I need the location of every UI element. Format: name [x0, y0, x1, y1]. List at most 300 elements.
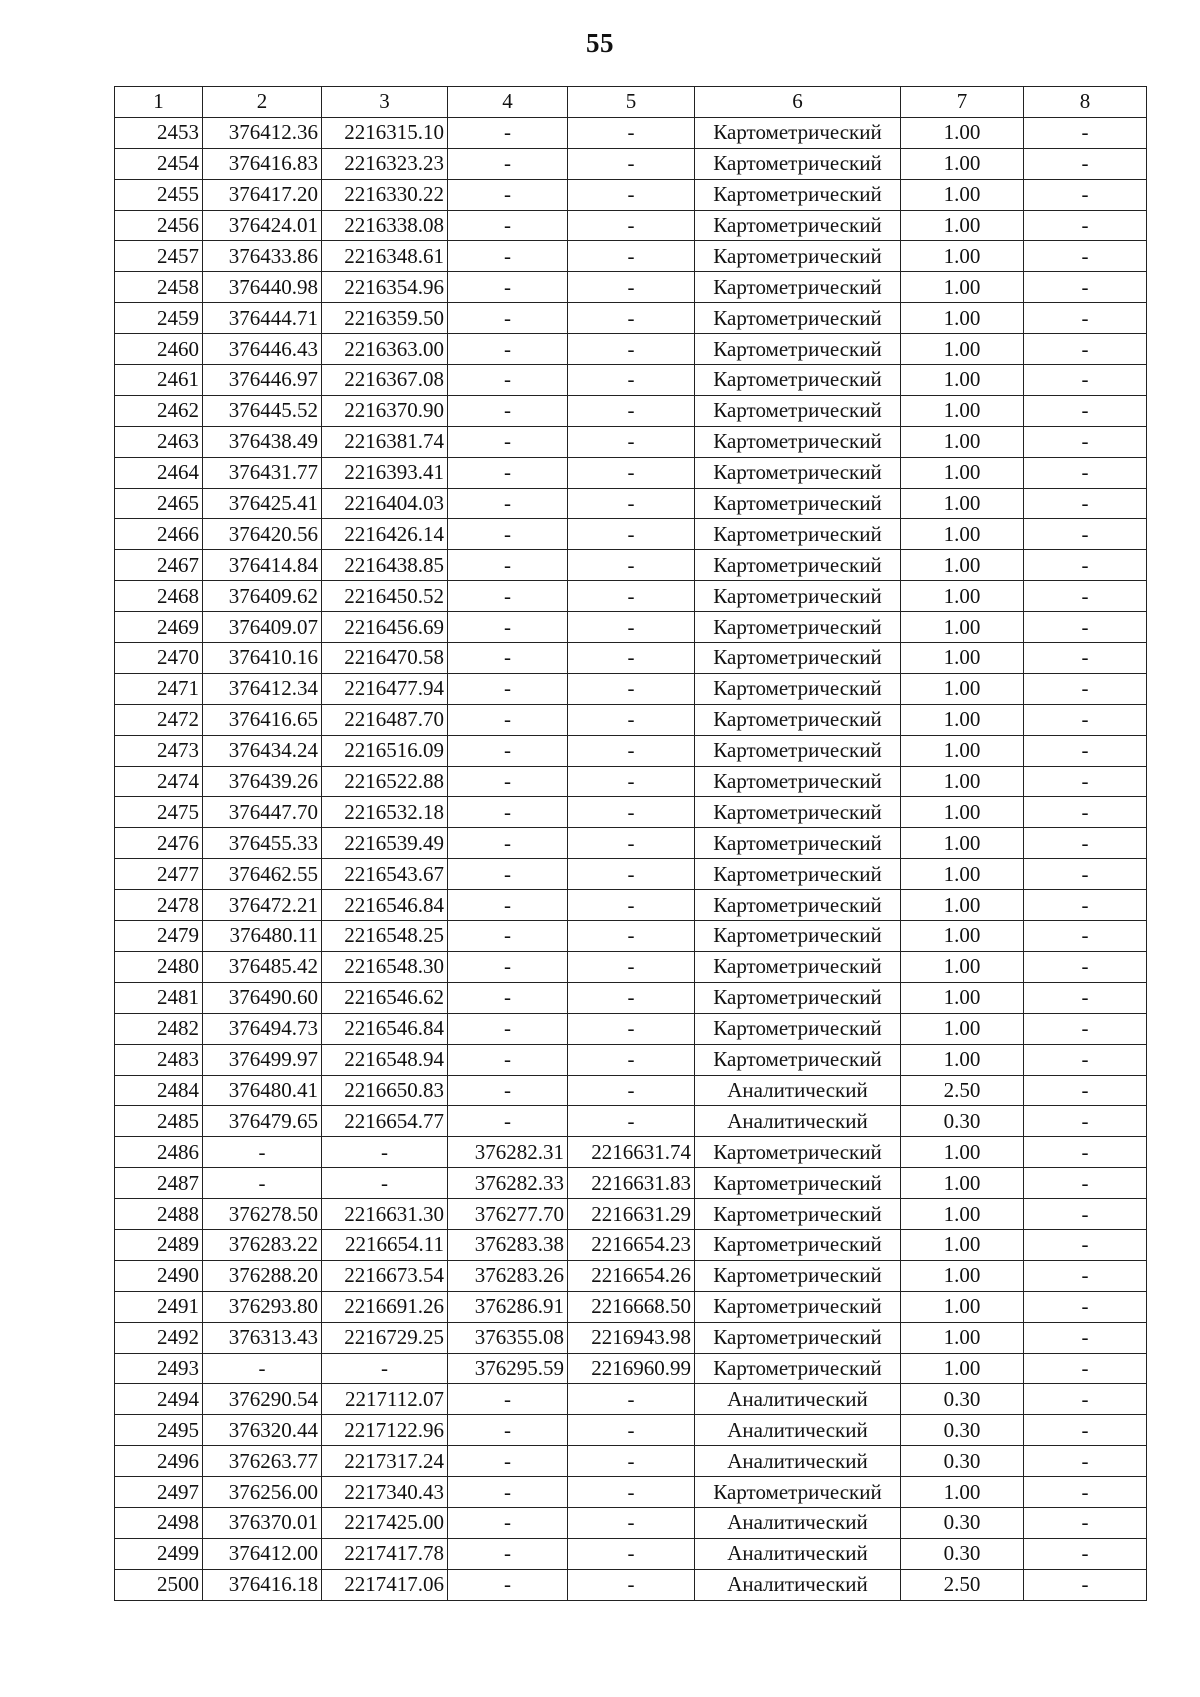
accuracy-cell: 1.00 [901, 1229, 1024, 1260]
x-coordinate-alt-cell: - [448, 982, 568, 1013]
y-coordinate-alt-cell: - [568, 272, 695, 303]
note-cell: - [1024, 1415, 1147, 1446]
accuracy-cell: 1.00 [901, 951, 1024, 982]
column-header: 2 [203, 87, 322, 118]
accuracy-cell: 1.00 [901, 1322, 1024, 1353]
y-coordinate-alt-cell: 2216943.98 [568, 1322, 695, 1353]
x-coordinate-cell: 376499.97 [203, 1044, 322, 1075]
method-cell: Аналитический [695, 1075, 901, 1106]
x-coordinate-cell: - [203, 1353, 322, 1384]
x-coordinate-alt-cell: - [448, 859, 568, 890]
point-number-cell: 2471 [115, 673, 203, 704]
note-cell: - [1024, 766, 1147, 797]
method-cell: Картометрический [695, 426, 901, 457]
table-row [115, 735, 1147, 766]
table-row [115, 1569, 1147, 1600]
table-row [115, 117, 1147, 148]
note-cell: - [1024, 426, 1147, 457]
x-coordinate-cell: 376414.84 [203, 550, 322, 581]
point-number-cell: 2479 [115, 921, 203, 952]
table-row [115, 550, 1147, 581]
table-row [115, 303, 1147, 334]
column-header: 6 [695, 87, 901, 118]
y-coordinate-alt-cell: - [568, 766, 695, 797]
accuracy-cell: 1.00 [901, 117, 1024, 148]
note-cell: - [1024, 581, 1147, 612]
table-header-row [115, 87, 1147, 118]
x-coordinate-alt-cell: - [448, 241, 568, 272]
point-number-cell: 2494 [115, 1384, 203, 1415]
y-coordinate-alt-cell: 2216668.50 [568, 1291, 695, 1322]
method-cell: Картометрический [695, 1199, 901, 1230]
accuracy-cell: 1.00 [901, 890, 1024, 921]
column-header: 3 [322, 87, 448, 118]
x-coordinate-alt-cell: - [448, 643, 568, 674]
x-coordinate-cell: 376412.00 [203, 1538, 322, 1569]
note-cell: - [1024, 828, 1147, 859]
y-coordinate-cell: 2216367.08 [322, 365, 448, 396]
accuracy-cell: 1.00 [901, 272, 1024, 303]
y-coordinate-alt-cell: 2216631.83 [568, 1168, 695, 1199]
y-coordinate-alt-cell: - [568, 241, 695, 272]
coordinates-table [114, 86, 1147, 1601]
y-coordinate-alt-cell: - [568, 890, 695, 921]
method-cell: Картометрический [695, 365, 901, 396]
x-coordinate-cell: 376462.55 [203, 859, 322, 890]
y-coordinate-cell: - [322, 1137, 448, 1168]
point-number-cell: 2493 [115, 1353, 203, 1384]
y-coordinate-alt-cell: - [568, 1538, 695, 1569]
y-coordinate-cell: 2216650.83 [322, 1075, 448, 1106]
note-cell: - [1024, 1569, 1147, 1600]
note-cell: - [1024, 1507, 1147, 1538]
point-number-cell: 2453 [115, 117, 203, 148]
x-coordinate-cell: 376410.16 [203, 643, 322, 674]
x-coordinate-alt-cell: 376277.70 [448, 1199, 568, 1230]
point-number-cell: 2486 [115, 1137, 203, 1168]
method-cell: Картометрический [695, 395, 901, 426]
y-coordinate-cell: 2216631.30 [322, 1199, 448, 1230]
table-row [115, 1229, 1147, 1260]
accuracy-cell: 1.00 [901, 828, 1024, 859]
y-coordinate-alt-cell: - [568, 921, 695, 952]
method-cell: Картометрический [695, 117, 901, 148]
table-row [115, 859, 1147, 890]
accuracy-cell: 1.00 [901, 1168, 1024, 1199]
point-number-cell: 2484 [115, 1075, 203, 1106]
x-coordinate-cell: 376431.77 [203, 457, 322, 488]
note-cell: - [1024, 859, 1147, 890]
y-coordinate-cell: 2217317.24 [322, 1446, 448, 1477]
accuracy-cell: 1.00 [901, 241, 1024, 272]
note-cell: - [1024, 1477, 1147, 1508]
y-coordinate-cell: 2216404.03 [322, 488, 448, 519]
table-row [115, 766, 1147, 797]
table-row [115, 1322, 1147, 1353]
accuracy-cell: 0.30 [901, 1106, 1024, 1137]
note-cell: - [1024, 365, 1147, 396]
x-coordinate-cell: 376320.44 [203, 1415, 322, 1446]
method-cell: Картометрический [695, 1322, 901, 1353]
table-row [115, 148, 1147, 179]
point-number-cell: 2478 [115, 890, 203, 921]
y-coordinate-alt-cell: - [568, 519, 695, 550]
x-coordinate-cell: 376455.33 [203, 828, 322, 859]
method-cell: Аналитический [695, 1569, 901, 1600]
y-coordinate-alt-cell: - [568, 1507, 695, 1538]
x-coordinate-alt-cell: - [448, 673, 568, 704]
x-coordinate-cell: 376440.98 [203, 272, 322, 303]
y-coordinate-alt-cell: - [568, 859, 695, 890]
y-coordinate-alt-cell: - [568, 1106, 695, 1137]
x-coordinate-alt-cell: - [448, 704, 568, 735]
x-coordinate-cell: 376412.36 [203, 117, 322, 148]
method-cell: Картометрический [695, 581, 901, 612]
y-coordinate-alt-cell: - [568, 426, 695, 457]
x-coordinate-cell: 376370.01 [203, 1507, 322, 1538]
point-number-cell: 2495 [115, 1415, 203, 1446]
x-coordinate-alt-cell: - [448, 1477, 568, 1508]
y-coordinate-cell: 2217417.06 [322, 1569, 448, 1600]
column-header: 7 [901, 87, 1024, 118]
y-coordinate-cell: 2216363.00 [322, 334, 448, 365]
note-cell: - [1024, 272, 1147, 303]
point-number-cell: 2489 [115, 1229, 203, 1260]
note-cell: - [1024, 241, 1147, 272]
point-number-cell: 2490 [115, 1260, 203, 1291]
table-row [115, 951, 1147, 982]
table-row [115, 179, 1147, 210]
table-row [115, 1106, 1147, 1137]
table-row [115, 612, 1147, 643]
y-coordinate-cell: 2216654.11 [322, 1229, 448, 1260]
accuracy-cell: 1.00 [901, 766, 1024, 797]
accuracy-cell: 0.30 [901, 1507, 1024, 1538]
note-cell: - [1024, 921, 1147, 952]
accuracy-cell: 1.00 [901, 395, 1024, 426]
point-number-cell: 2480 [115, 951, 203, 982]
method-cell: Картометрический [695, 457, 901, 488]
note-cell: - [1024, 735, 1147, 766]
method-cell: Картометрический [695, 921, 901, 952]
x-coordinate-alt-cell: 376283.38 [448, 1229, 568, 1260]
note-cell: - [1024, 1075, 1147, 1106]
x-coordinate-cell: 376424.01 [203, 210, 322, 241]
method-cell: Картометрический [695, 1353, 901, 1384]
accuracy-cell: 1.00 [901, 643, 1024, 674]
method-cell: Картометрический [695, 334, 901, 365]
accuracy-cell: 1.00 [901, 982, 1024, 1013]
note-cell: - [1024, 1260, 1147, 1291]
point-number-cell: 2470 [115, 643, 203, 674]
method-cell: Аналитический [695, 1538, 901, 1569]
method-cell: Картометрический [695, 519, 901, 550]
table-row [115, 1044, 1147, 1075]
x-coordinate-alt-cell: - [448, 1044, 568, 1075]
accuracy-cell: 1.00 [901, 735, 1024, 766]
method-cell: Картометрический [695, 951, 901, 982]
method-cell: Картометрический [695, 1260, 901, 1291]
method-cell: Картометрический [695, 704, 901, 735]
y-coordinate-cell: 2216450.52 [322, 581, 448, 612]
y-coordinate-alt-cell: 2216631.29 [568, 1199, 695, 1230]
y-coordinate-cell: 2217417.78 [322, 1538, 448, 1569]
x-coordinate-alt-cell: - [448, 797, 568, 828]
table-row [115, 365, 1147, 396]
x-coordinate-alt-cell: - [448, 921, 568, 952]
y-coordinate-cell: 2217340.43 [322, 1477, 448, 1508]
table-row [115, 1199, 1147, 1230]
y-coordinate-cell: 2216729.25 [322, 1322, 448, 1353]
y-coordinate-alt-cell: 2216654.23 [568, 1229, 695, 1260]
point-number-cell: 2492 [115, 1322, 203, 1353]
table-row [115, 1168, 1147, 1199]
point-number-cell: 2467 [115, 550, 203, 581]
x-coordinate-cell: 376313.43 [203, 1322, 322, 1353]
x-coordinate-cell: 376288.20 [203, 1260, 322, 1291]
y-coordinate-cell: 2216381.74 [322, 426, 448, 457]
x-coordinate-alt-cell: - [448, 1415, 568, 1446]
x-coordinate-alt-cell: 376283.26 [448, 1260, 568, 1291]
x-coordinate-cell: 376480.11 [203, 921, 322, 952]
method-cell: Картометрический [695, 488, 901, 519]
point-number-cell: 2458 [115, 272, 203, 303]
table-row [115, 643, 1147, 674]
x-coordinate-cell: 376472.21 [203, 890, 322, 921]
point-number-cell: 2491 [115, 1291, 203, 1322]
x-coordinate-cell: 376412.34 [203, 673, 322, 704]
point-number-cell: 2465 [115, 488, 203, 519]
point-number-cell: 2488 [115, 1199, 203, 1230]
x-coordinate-alt-cell: - [448, 365, 568, 396]
method-cell: Картометрический [695, 828, 901, 859]
x-coordinate-alt-cell: - [448, 457, 568, 488]
note-cell: - [1024, 704, 1147, 735]
column-header: 8 [1024, 87, 1147, 118]
method-cell: Картометрический [695, 1137, 901, 1168]
point-number-cell: 2456 [115, 210, 203, 241]
column-header: 1 [115, 87, 203, 118]
y-coordinate-cell: 2217122.96 [322, 1415, 448, 1446]
y-coordinate-alt-cell: - [568, 612, 695, 643]
point-number-cell: 2461 [115, 365, 203, 396]
x-coordinate-cell: 376416.83 [203, 148, 322, 179]
x-coordinate-alt-cell: - [448, 519, 568, 550]
method-cell: Картометрический [695, 303, 901, 334]
note-cell: - [1024, 519, 1147, 550]
table-row [115, 828, 1147, 859]
table-row [115, 1260, 1147, 1291]
y-coordinate-cell: 2216654.77 [322, 1106, 448, 1137]
y-coordinate-alt-cell: - [568, 1044, 695, 1075]
x-coordinate-alt-cell: - [448, 1384, 568, 1415]
y-coordinate-alt-cell: 2216631.74 [568, 1137, 695, 1168]
method-cell: Картометрический [695, 1477, 901, 1508]
y-coordinate-cell: 2216315.10 [322, 117, 448, 148]
x-coordinate-cell: 376438.49 [203, 426, 322, 457]
y-coordinate-alt-cell: - [568, 797, 695, 828]
accuracy-cell: 1.00 [901, 797, 1024, 828]
x-coordinate-cell: 376479.65 [203, 1106, 322, 1137]
x-coordinate-cell: 376278.50 [203, 1199, 322, 1230]
table-body [115, 117, 1147, 1600]
accuracy-cell: 1.00 [901, 859, 1024, 890]
x-coordinate-cell: 376433.86 [203, 241, 322, 272]
accuracy-cell: 0.30 [901, 1384, 1024, 1415]
x-coordinate-cell: 376409.62 [203, 581, 322, 612]
y-coordinate-alt-cell: - [568, 581, 695, 612]
point-number-cell: 2459 [115, 303, 203, 334]
accuracy-cell: 1.00 [901, 210, 1024, 241]
point-number-cell: 2499 [115, 1538, 203, 1569]
method-cell: Картометрический [695, 241, 901, 272]
note-cell: - [1024, 612, 1147, 643]
point-number-cell: 2464 [115, 457, 203, 488]
y-coordinate-cell: 2216359.50 [322, 303, 448, 334]
y-coordinate-alt-cell: 2216654.26 [568, 1260, 695, 1291]
method-cell: Картометрический [695, 982, 901, 1013]
y-coordinate-cell: 2216532.18 [322, 797, 448, 828]
y-coordinate-alt-cell: - [568, 673, 695, 704]
y-coordinate-alt-cell: - [568, 735, 695, 766]
y-coordinate-alt-cell: - [568, 951, 695, 982]
note-cell: - [1024, 797, 1147, 828]
method-cell: Картометрический [695, 272, 901, 303]
method-cell: Картометрический [695, 148, 901, 179]
y-coordinate-alt-cell: - [568, 982, 695, 1013]
note-cell: - [1024, 117, 1147, 148]
y-coordinate-cell: 2216323.23 [322, 148, 448, 179]
y-coordinate-alt-cell: - [568, 1415, 695, 1446]
point-number-cell: 2487 [115, 1168, 203, 1199]
method-cell: Картометрический [695, 179, 901, 210]
x-coordinate-cell: 376416.65 [203, 704, 322, 735]
x-coordinate-cell: 376494.73 [203, 1013, 322, 1044]
point-number-cell: 2500 [115, 1569, 203, 1600]
y-coordinate-alt-cell: - [568, 1013, 695, 1044]
note-cell: - [1024, 1322, 1147, 1353]
x-coordinate-cell: 376263.77 [203, 1446, 322, 1477]
accuracy-cell: 1.00 [901, 1199, 1024, 1230]
page-number: 55 [586, 28, 614, 58]
x-coordinate-cell: 376480.41 [203, 1075, 322, 1106]
table-row [115, 921, 1147, 952]
accuracy-cell: 0.30 [901, 1415, 1024, 1446]
point-number-cell: 2477 [115, 859, 203, 890]
y-coordinate-cell: 2216548.25 [322, 921, 448, 952]
table-row [115, 488, 1147, 519]
point-number-cell: 2496 [115, 1446, 203, 1477]
method-cell: Аналитический [695, 1384, 901, 1415]
x-coordinate-alt-cell: - [448, 1446, 568, 1477]
accuracy-cell: 1.00 [901, 148, 1024, 179]
point-number-cell: 2497 [115, 1477, 203, 1508]
table-row [115, 1353, 1147, 1384]
x-coordinate-alt-cell: - [448, 581, 568, 612]
method-cell: Картометрический [695, 612, 901, 643]
y-coordinate-cell: 2216548.30 [322, 951, 448, 982]
method-cell: Картометрический [695, 550, 901, 581]
note-cell: - [1024, 1137, 1147, 1168]
method-cell: Картометрический [695, 1168, 901, 1199]
accuracy-cell: 1.00 [901, 1477, 1024, 1508]
x-coordinate-alt-cell: 376295.59 [448, 1353, 568, 1384]
x-coordinate-cell: 376444.71 [203, 303, 322, 334]
table-row [115, 1507, 1147, 1538]
x-coordinate-cell: 376485.42 [203, 951, 322, 982]
point-number-cell: 2485 [115, 1106, 203, 1137]
point-number-cell: 2468 [115, 581, 203, 612]
accuracy-cell: 2.50 [901, 1569, 1024, 1600]
column-header: 4 [448, 87, 568, 118]
method-cell: Аналитический [695, 1106, 901, 1137]
table-row [115, 982, 1147, 1013]
method-cell: Картометрический [695, 1291, 901, 1322]
y-coordinate-alt-cell: - [568, 1446, 695, 1477]
y-coordinate-cell: - [322, 1353, 448, 1384]
y-coordinate-alt-cell: - [568, 550, 695, 581]
note-cell: - [1024, 395, 1147, 426]
table-row [115, 272, 1147, 303]
x-coordinate-alt-cell: - [448, 1075, 568, 1106]
x-coordinate-alt-cell: - [448, 395, 568, 426]
y-coordinate-cell: 2216354.96 [322, 272, 448, 303]
accuracy-cell: 1.00 [901, 1044, 1024, 1075]
note-cell: - [1024, 303, 1147, 334]
x-coordinate-alt-cell: - [448, 303, 568, 334]
x-coordinate-alt-cell: 376282.31 [448, 1137, 568, 1168]
x-coordinate-cell: 376490.60 [203, 982, 322, 1013]
table-row [115, 334, 1147, 365]
table-row [115, 704, 1147, 735]
y-coordinate-alt-cell: - [568, 1075, 695, 1106]
point-number-cell: 2463 [115, 426, 203, 457]
point-number-cell: 2474 [115, 766, 203, 797]
note-cell: - [1024, 1384, 1147, 1415]
table-row [115, 581, 1147, 612]
table-row [115, 519, 1147, 550]
point-number-cell: 2482 [115, 1013, 203, 1044]
x-coordinate-cell: 376425.41 [203, 488, 322, 519]
y-coordinate-alt-cell: - [568, 334, 695, 365]
y-coordinate-cell: 2216330.22 [322, 179, 448, 210]
point-number-cell: 2472 [115, 704, 203, 735]
note-cell: - [1024, 550, 1147, 581]
method-cell: Картометрический [695, 890, 901, 921]
accuracy-cell: 1.00 [901, 921, 1024, 952]
x-coordinate-alt-cell: - [448, 179, 568, 210]
method-cell: Аналитический [695, 1507, 901, 1538]
y-coordinate-cell: 2216393.41 [322, 457, 448, 488]
table-row [115, 1384, 1147, 1415]
point-number-cell: 2469 [115, 612, 203, 643]
method-cell: Картометрический [695, 1013, 901, 1044]
y-coordinate-alt-cell: - [568, 1384, 695, 1415]
note-cell: - [1024, 982, 1147, 1013]
note-cell: - [1024, 1044, 1147, 1075]
note-cell: - [1024, 457, 1147, 488]
method-cell: Картометрический [695, 797, 901, 828]
point-number-cell: 2483 [115, 1044, 203, 1075]
accuracy-cell: 1.00 [901, 1137, 1024, 1168]
x-coordinate-alt-cell: 376355.08 [448, 1322, 568, 1353]
y-coordinate-cell: 2216548.94 [322, 1044, 448, 1075]
note-cell: - [1024, 179, 1147, 210]
accuracy-cell: 1.00 [901, 612, 1024, 643]
method-cell: Картометрический [695, 643, 901, 674]
table-row [115, 395, 1147, 426]
point-number-cell: 2475 [115, 797, 203, 828]
